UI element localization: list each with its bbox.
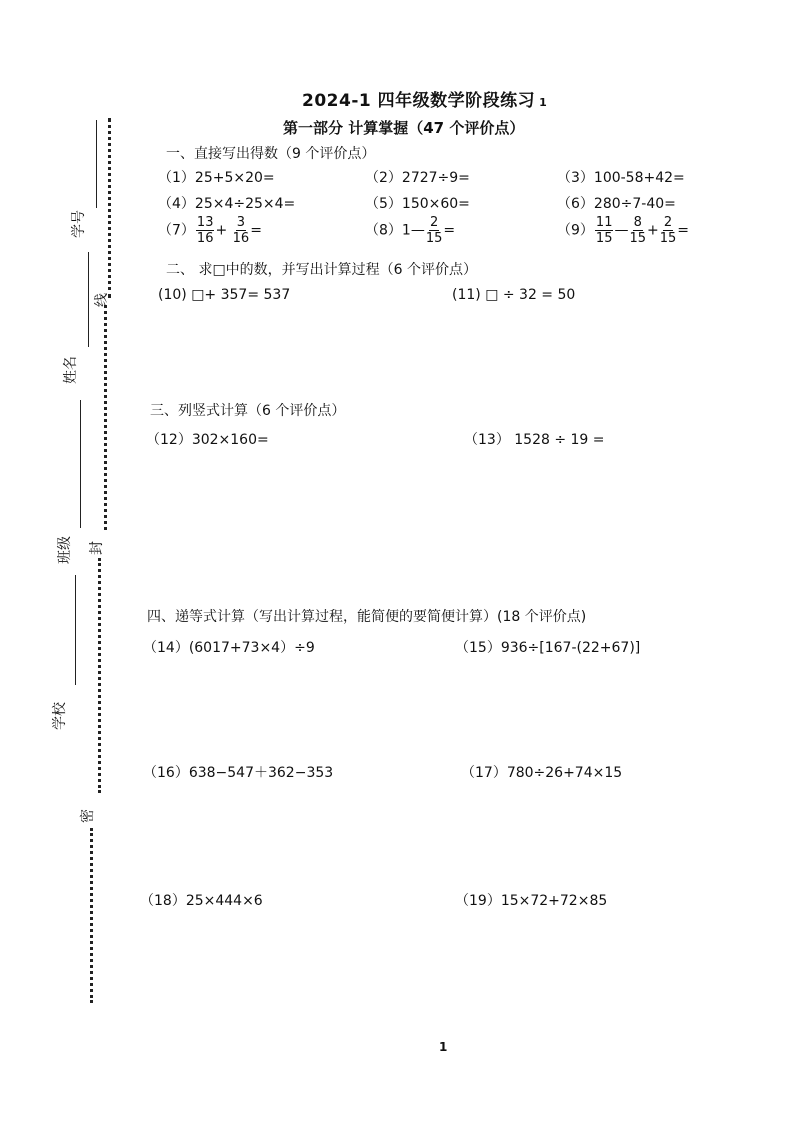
question-13: （13） 1528 ÷ 19 = bbox=[464, 432, 605, 448]
title-suffix: 1 bbox=[539, 96, 548, 109]
part-subtitle: 第一部分 计算掌握（47 个评价点） bbox=[283, 119, 525, 137]
fraction: $\frac{3}{16}$ bbox=[232, 215, 250, 246]
fraction: $\frac{8}{15}$ bbox=[629, 215, 647, 246]
question-18: （18）25×444×6 bbox=[140, 893, 263, 909]
question-14: （14）(6017+73×4）÷9 bbox=[143, 640, 315, 656]
seal-dotted-line bbox=[90, 828, 93, 1003]
page-title bbox=[302, 86, 547, 111]
student-id-label: 学号 bbox=[71, 210, 87, 238]
name-label: 姓名 bbox=[63, 356, 79, 384]
section1-heading: 一、直接写出得数（9 个评价点） bbox=[166, 146, 376, 162]
question-10: (10) □+ 357= 537 bbox=[158, 287, 291, 303]
question-9: （9） $\frac{11}{15}$ — $\frac{8}{15}$ + $\frac{2}{15}$ = bbox=[557, 215, 690, 246]
question-4: （4）25×4÷25×4= bbox=[158, 196, 296, 212]
class-label: 班级 bbox=[57, 536, 73, 564]
name-line[interactable] bbox=[88, 252, 89, 347]
fraction: $\frac{13}{16}$ bbox=[196, 215, 214, 246]
section3-heading: 三、列竖式计算（6 个评价点） bbox=[150, 403, 346, 419]
fraction: $\frac{2}{15}$ bbox=[659, 215, 677, 246]
title-text: 2024-1 四年级数学阶段练习 bbox=[302, 91, 536, 111]
school-line[interactable] bbox=[75, 575, 76, 685]
question-3: （3）100-58+42= bbox=[557, 170, 685, 186]
question-19: （19）15×72+72×85 bbox=[455, 893, 608, 909]
fraction: $\frac{2}{15}$ bbox=[425, 215, 443, 246]
question-15: （15）936÷[167-(22+67)] bbox=[455, 640, 641, 656]
section4-heading: 四、递等式计算（写出计算过程，能简便的要简便计算）(18 个评价点) bbox=[147, 609, 587, 625]
section2-heading: 二、 求□中的数，并写出计算过程（6 个评价点） bbox=[166, 262, 478, 278]
question-8: （8）1— $\frac{2}{15}$ = bbox=[365, 215, 456, 246]
school-label: 学校 bbox=[52, 702, 68, 730]
seal-dotted-line bbox=[104, 305, 107, 530]
question-11: (11) □ ÷ 32 = 50 bbox=[452, 287, 576, 303]
seal-char-mi: 密 bbox=[80, 809, 96, 823]
question-17: （17）780÷26+74×15 bbox=[461, 765, 623, 781]
seal-dotted-line bbox=[108, 118, 111, 298]
seal-char-xian: 线 bbox=[94, 293, 110, 307]
page-number: 1 bbox=[439, 1040, 448, 1054]
question-16: （16）638−547＋362−353 bbox=[143, 765, 334, 781]
question-2: （2）2727÷9= bbox=[365, 170, 470, 186]
seal-dotted-line bbox=[98, 558, 101, 793]
student-id-line[interactable] bbox=[96, 120, 97, 208]
fraction: $\frac{11}{15}$ bbox=[595, 215, 613, 246]
seal-char-feng: 封 bbox=[89, 541, 105, 555]
question-1: （1）25+5×20= bbox=[158, 170, 275, 186]
question-7: （7） $\frac{13}{16}$ + $\frac{3}{16}$ = bbox=[158, 215, 262, 246]
class-line[interactable] bbox=[80, 400, 81, 528]
question-12: （12）302×160= bbox=[146, 432, 269, 448]
question-6: （6）280÷7-40= bbox=[557, 196, 676, 212]
question-5: （5）150×60= bbox=[365, 196, 470, 212]
